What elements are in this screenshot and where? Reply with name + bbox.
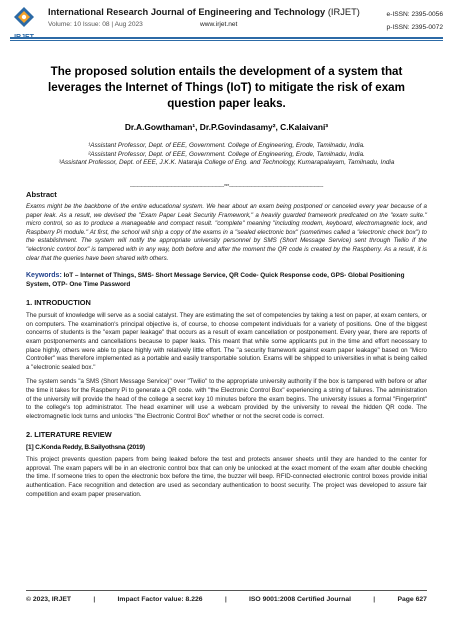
paper-body xyxy=(26,190,427,505)
section-heading-introduction: 1. INTRODUCTION xyxy=(26,298,91,308)
section-separator: ---------------------------------------------------------------------***--------------------------------------------------------------------- xyxy=(129,184,324,190)
footer-divider-1: | xyxy=(93,596,96,603)
reference-subheading xyxy=(26,444,427,451)
reference-subheading-text: [1] C.Konda Reddy, B.Sailyothsna (2019) xyxy=(26,444,145,452)
journal-title xyxy=(48,7,360,17)
affiliation-1: ¹Assistant Professor, Dept. of EEE, Government. College of Engineering, Erode, Tamilnadu, India. xyxy=(88,142,365,149)
header-rule xyxy=(10,37,443,39)
journal-title-text: International Research Journal of Engineering and Technology xyxy=(48,7,326,17)
keywords-text: IoT – Internet of Things, SMS- Short Message Service, QR Code- Quick Response code, GPS- Global Positioning System, OTP- One Time Password xyxy=(26,272,405,289)
keywords-label: Keywords: xyxy=(26,272,62,280)
footer-divider-2: | xyxy=(224,596,227,603)
page-footer xyxy=(26,596,427,603)
journal-website-link[interactable]: www.irjet.net xyxy=(200,21,238,28)
footer-copyright: © 2023, IRJET xyxy=(26,596,72,603)
affiliations xyxy=(18,142,435,168)
footer-impact-factor: Impact Factor value: 8.226 xyxy=(117,596,203,603)
intro-paragraph-1: The pursuit of knowledge will serve as a social catalyst. They are estimating the set of competencies by taking a test on paper, at exam centers, or on computers. The examination's principal objective is, of course, to choose competent individuals for a variety of positions. One of the biggest concerns of students is the "exam paper leakage" that occurs as a result of exam cancellation or postponement. Every year, there are reports of exam postponements and cancellations because to paper leaks. This meant that while some applicants put in the time and effort necessary to place highly, others were able to place highly with relatively little effort. The "a security framework against exam paper leakage" based on "Micro Controller" was therefore implemented as a portable and easily transportable solution. Exams will be shipped to universities in what is being called a "electronic sealed box." xyxy=(26,312,427,371)
journal-header xyxy=(0,0,453,56)
pissn: p-ISSN: 2395-0072 xyxy=(386,24,443,31)
affiliation-2: ²Assistant Professor, Dept. of EEE, Government. College of Engineering, Erode, Tamilnadu, India. xyxy=(88,150,365,158)
header-rule-thin xyxy=(10,40,443,41)
abstract-heading: Abstract xyxy=(26,190,57,199)
irjet-logo-icon xyxy=(10,5,38,49)
volume-line: Volume: 10 Issue: 08 | Aug 2023 xyxy=(48,21,143,28)
keywords xyxy=(26,271,427,289)
literature-paragraph-1: This project prevents question papers from being leaked before the test and protects answer sheets until they are handed to the center for approval. The exam papers will be in an electronic control box that can only be unlocked at the exact moment of the exam after double checking the time. If someone tries to open the electronic box before the time, the buzzer will beep. RFID-connected electronic control boxes provide initial authentication. Face recognition and detection are used as secondary authentication to boost security. The project was developed to assure fair competition and exam paper preservation. xyxy=(26,456,427,498)
affiliation-3: ³Assistant Professor, Dept. of EEE, J.K.K. Nataraja College of Eng. and Technology, Kumarapalayam, Tamilnadu, India xyxy=(58,159,395,167)
section-heading-literature-review: 2. LITERATURE REVIEW xyxy=(26,430,112,440)
footer-iso: ISO 9001:2008 Certified Journal xyxy=(249,596,351,603)
footer-rule xyxy=(26,590,427,591)
journal-abbr: (IRJET) xyxy=(327,7,360,17)
eissn: e-ISSN: 2395-0056 xyxy=(386,11,443,18)
intro-paragraph-2: The system sends "a SMS (Short Message Service)" over "Twilio" to the appropriate university authority if the box is tampered with before or after the time it takes for the Raspberry Pi to generate a QR code. with "the Electronic Control Box" experiencing a string of failures. The administration of the university will provide the head of the college a secret key 10 minutes before the exam begins. The university issues a formal "Fingerprint" to the college's top administrator. The head examiner will use a webcam provided by the university to reveal the hidden QR code. The electromagnetic lock turns and unlocks "the Electronic Control Box" whether or not the secret code is correct. xyxy=(26,378,427,420)
paper-authors: Dr.A.Gowthaman¹, Dr.P.Govindasamy², C.Kalaivani³ xyxy=(124,122,329,132)
footer-divider-3: | xyxy=(373,596,376,603)
paper-title: The proposed solution entails the development of a system that leverages the Internet of Things (IoT) to mitigate the risk of exam question paper leaks. xyxy=(48,65,405,110)
abstract-text: Exams might be the backbone of the entire educational system. We hear about an exam being postponed or canceled every year because of a paper leak. As a result, we devised the "Exam Paper Leak Security Framework," a heavily guarded framework predicated on the "exam suite." micro control, so as to produce a manageable and compact result. "complete" meaning "including modem, keyboard, electromagnetic lock, and Raspberry Pi module." At first, the school will ship a copy of the exams in a "sealed electronic box" (sometimes called a "electronic check box") to the establishment. The system will notify the appropriate university personnel by SMS (Short Message Service) sent through Twilio if the "electronic control box" is tampered with in any way, both before and after the moment the QR code is created by the Raspberry. As a result, it is clear that the queries have been shared with others. xyxy=(26,203,427,262)
issn-block xyxy=(387,8,443,34)
footer-page-number: Page 627 xyxy=(397,596,427,603)
